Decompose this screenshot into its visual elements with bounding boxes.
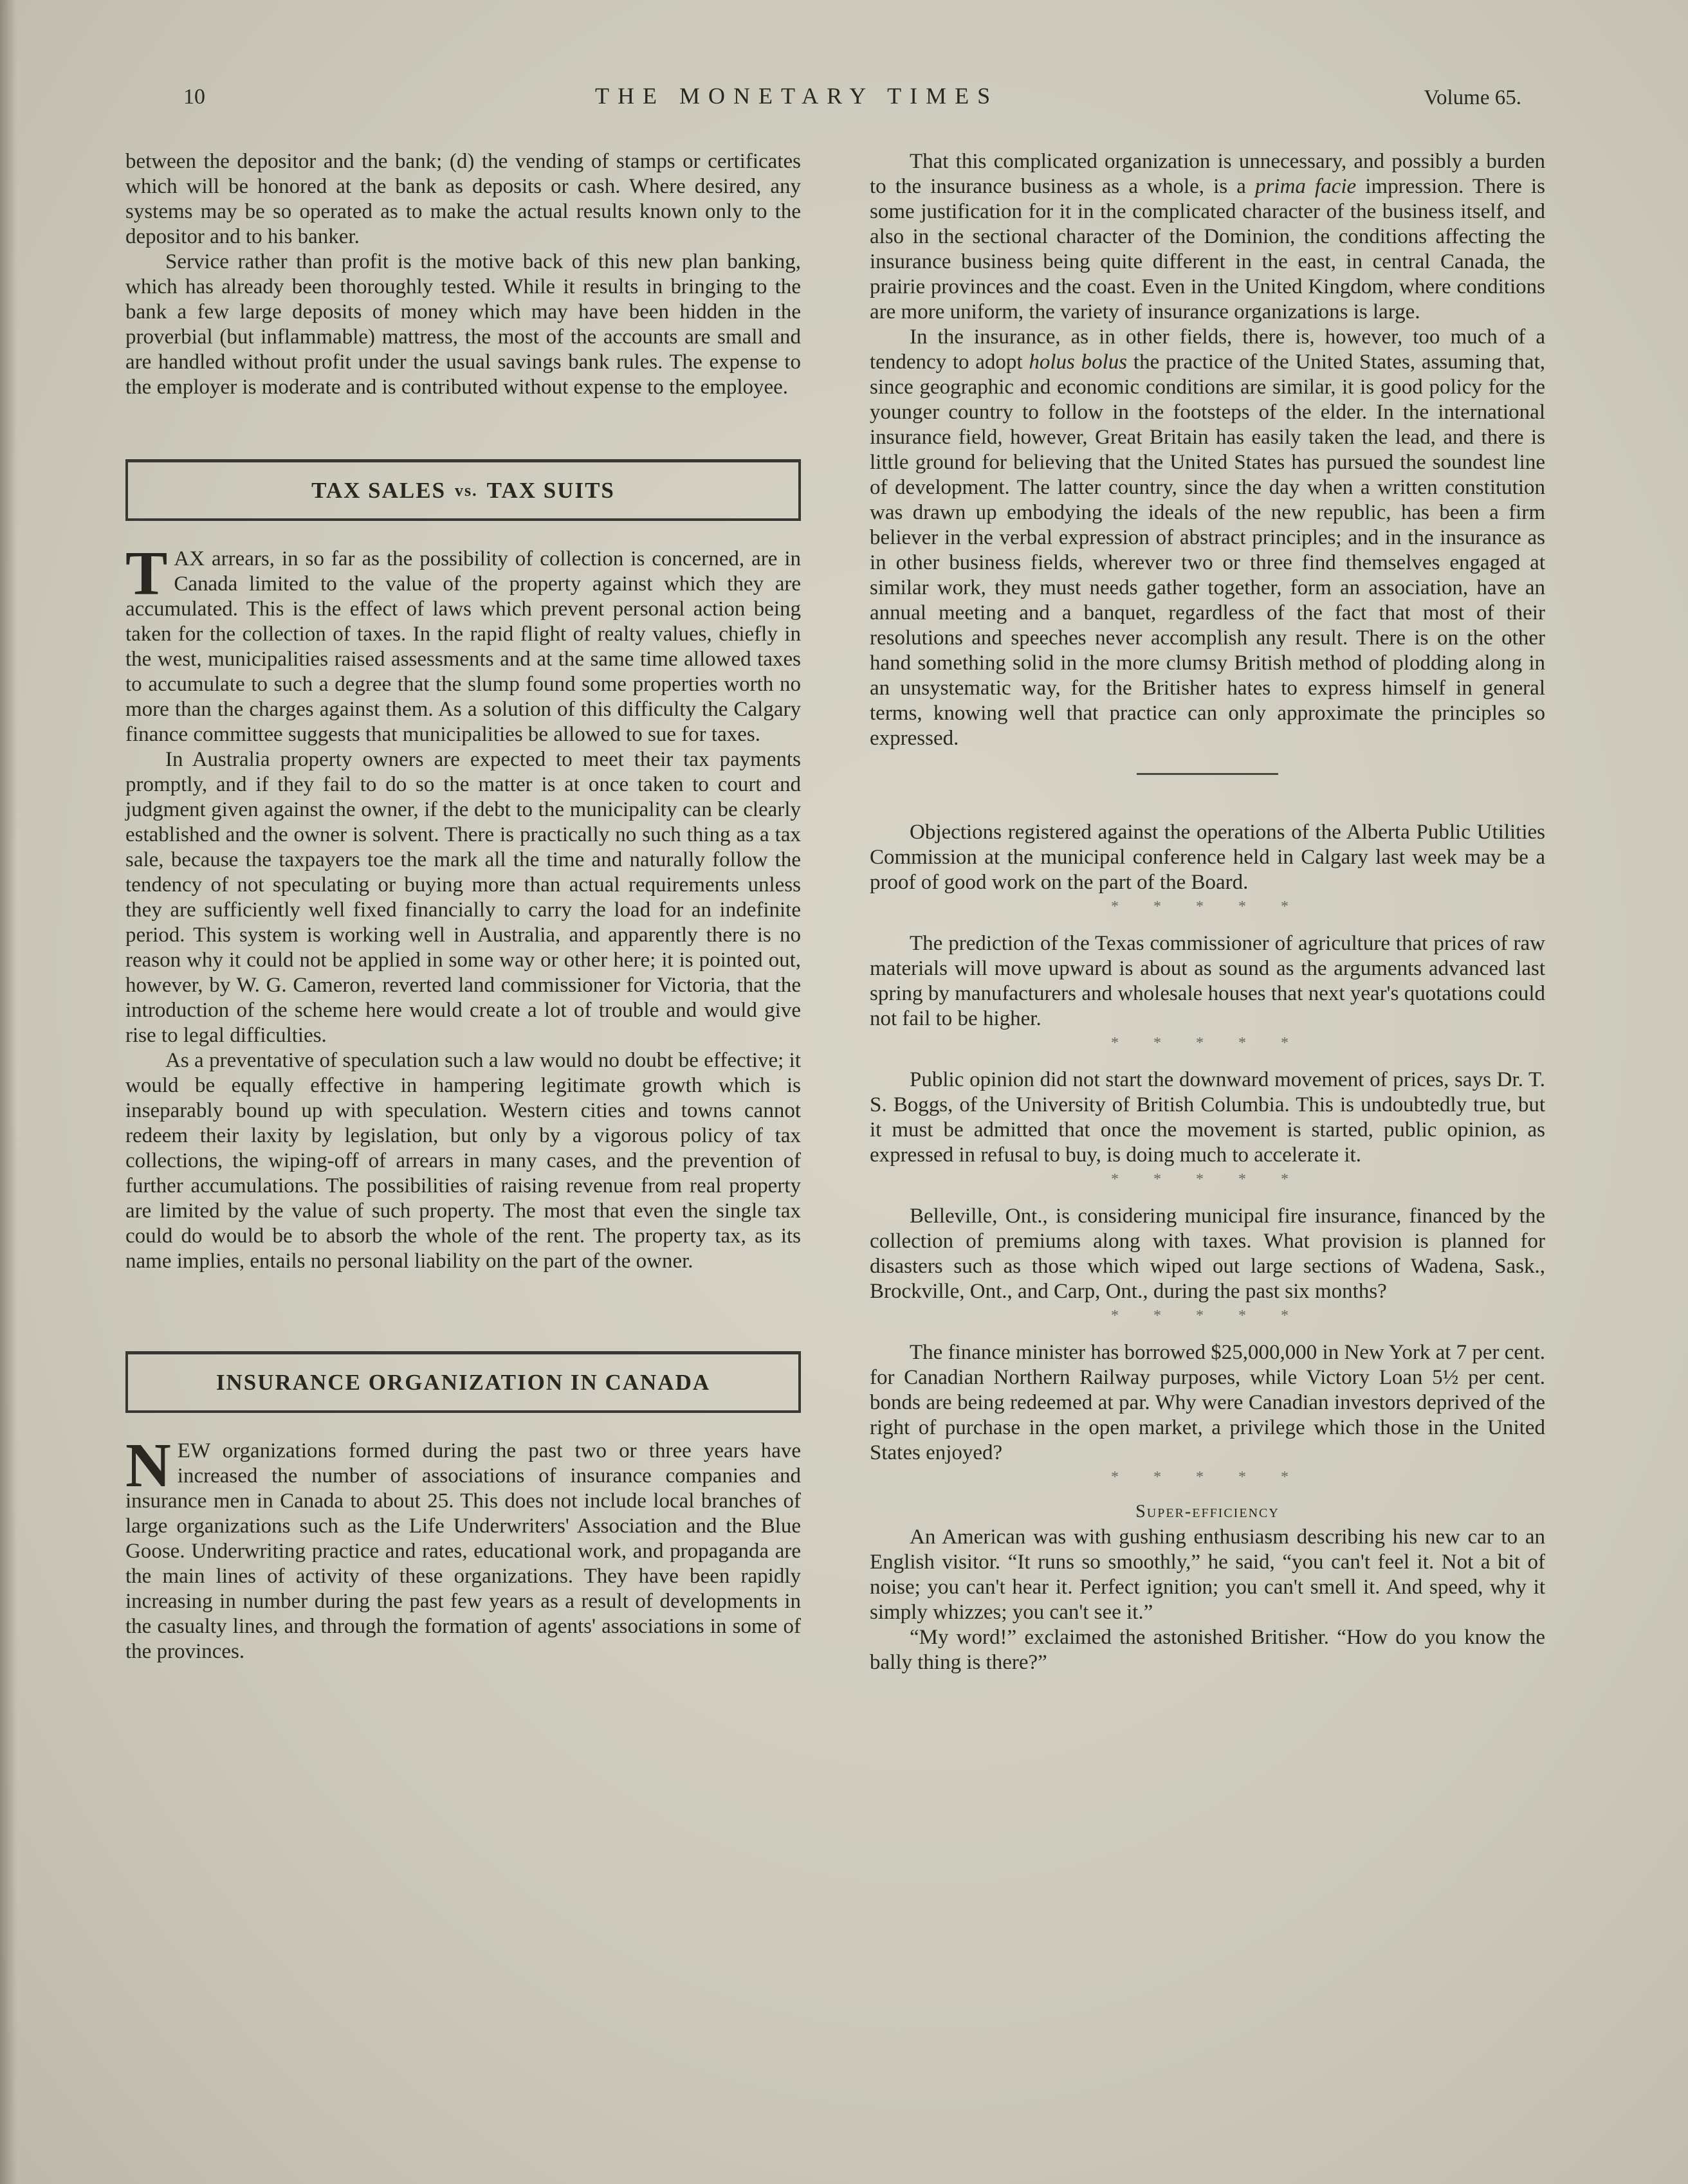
stars-separator: * * * * * [1111,1469,1304,1486]
editorial-note: The finance minister has borrowed $25,000,000 in New York at 7 per cent. for Canadian Northern Railway purposes, while Victory Loan 5½ per cent. bonds are being redeemed at par. Why were Canadian investors deprived of the right of purchase in the open market, a privilege which those in the United States enjoyed? [870,1341,1545,1464]
anecdote-heading: Super-efficiency [1135,1502,1280,1522]
masthead: THE MONETARY TIMES [595,83,999,109]
tax-paragraph: TAX arrears, in so far as the possibility of collection is concerned, are in Canada limited to the value of the property against which they are accumulated. This is the effect of laws which prevent personal action being taken for the collection of taxes. In the rapid flight of realty values, chiefly in the west, municipalities raised assessments and at the same time allowed taxes to accumulate to such a degree that the slump found some properties worth no more than the charges against them. As a solution of this difficulty the Calgary finance committee suggests that municipalities be allowed to sue for taxes. [125,539,801,746]
insurance-paragraph: NEW organizations formed during the past two or three years have increased the number of associations of insurance companies and insurance men in Canada to about 25. This does not include local branches of large organizations such as the Life Underwriters' Association and the Blue Goose. Underwriting practice and rates, educational work, and propaganda are the main lines of activity of these organizations. They have been rapidly increasing in number during the past few years as a result of developments in the casualty lines, and through the formation of agents' associations in some of the provinces. [125,1431,801,1663]
drop-cap: T [125,539,168,608]
editorial-note: The prediction of the Texas commissioner of agriculture that prices of raw materials will move upward is about as sound as the arguments advanced last spring by manufacturers and wholesale houses that next year's quotations could not fail to be higher. [870,932,1545,1030]
section-title-tax-sales: TAX SALES vs. TAX SUITS [125,459,801,521]
intro-paragraph: between the depositor and the bank; (d) the vending of stamps or certificates which will be honored at the bank as deposits or cash. Where desired, any systems may be so operated as to make the actual results known only to the depositor and to his banker. [125,150,801,248]
left-column [125,149,801,1664]
tax-paragraph: As a preventative of speculation such a law would no doubt be effective; it would be equally effective in hampering legitimate growth which is inseparably bound up with speculation. Western cities and towns cannot redeem their laxity by legislation, but only by a vigorous policy of tax collections, the wiping-off of arrears in many cases, and the prevention of further accumulations. The possibilities of raising revenue from real property are limited by the value of such property. The most that even the single tax could do would be to absorb the whole of the rent. The property tax, as its name implies, entails no personal liability on the part of the owner. [125,1049,801,1273]
right-column [870,149,1545,1675]
drop-cap: N [125,1431,171,1500]
page-header [183,82,1521,114]
insurance-paragraph: In the insurance, as in other fields, there is, however, too much of a tendency to adopt holus bolus the practice of the United States, assuming that, since geographic and economic conditions are similar, it is good policy for the younger country to follow in the footsteps of the elder. In the international insurance field, however, Great Britain has easily taken the lead, and there is little ground for believing that the United States has pursued the soundest line of development. The latter country, since the day when a written constitution was drawn up embodying the ideals of the new republic, has been a firm believer in the verbal expression of abstract principles; and in the insurance as in other business fields, wherever two or three find themselves engaged at similar work, they must needs gather together, form an association, have an annual meeting and a banquet, regardless of the fact that most of their resolutions and speeches never accomplish any result. There is on the other hand something solid in the more clumsy British method of plodding along in an unsystematic way, for the Britisher hates to express himself in general terms, knowing well that practice can only approximate the principles so expressed. [870,325,1545,750]
intro-paragraph: Service rather than profit is the motive back of this new plan banking, which has already been thoroughly tested. While it results in bringing to the bank a few large deposits of money which may have been hidden in the proverbial (but inflammable) mattress, the most of the accounts are small and are handled without profit under the usual savings bank rules. The expense to the employer is moderate and is contributed without expense to the employee. [125,250,801,399]
editorial-note: Belleville, Ont., is considering municipal fire insurance, financed by the collection of premiums along with taxes. What provision is planned for disasters such as those which wiped out large sections of Wadena, Sask., Brockville, Ont., and Carp, Ont., during the past six months? [870,1205,1545,1303]
anecdote-paragraph: An American was with gushing enthusiasm describing his new car to an English visitor. “It runs so smoothly,” he said, “you can't feel it. Not a bit of noise; you can't hear it. Perfect ignition; you can't smell it. And speed, why it simply whizzes; you can't see it.” [870,1525,1545,1624]
stars-separator: * * * * * [1111,898,1304,915]
insurance-paragraph: That this complicated organization is unnecessary, and possibly a burden to the insurance business as a whole, is a prima facie impression. There is some justification for it in the complicated character of the business itself, and also in the sectional character of the Dominion, the conditions affecting the insurance business being quite different in the east, in central Canada, the prairie provinces and the coast. Even in the United Kingdom, where conditions are more uniform, the variety of insurance organizations is large. [870,150,1545,323]
page-number: 10 [183,85,205,109]
stars-separator: * * * * * [1111,1307,1304,1324]
tax-paragraph: In Australia property owners are expected to meet their tax payments promptly, and if they fail to do so the matter is at once taken to court and judgment given against the owner, if the debt to the municipality can be clearly established and the owner is solvent. There is practically no such thing as a tax sale, because the taxpayers toe the mark all the time and naturally follow the tendency of not speculating or buying more than actual requirements unless they are sufficiently well fixed financially to carry the load for an indefinite period. This system is working well in Australia, and apparently there is no reason why it could not be applied in some way or other here; it is pointed out, however, by W. G. Cameron, reverted land commissioner for Victoria, that the introduction of the scheme here would create a lot of trouble and would give rise to legal difficulties. [125,748,801,1047]
section-title-insurance: INSURANCE ORGANIZATION IN CANADA [125,1351,801,1413]
anecdote-paragraph: “My word!” exclaimed the astonished Britisher. “How do you know the bally thing is there?” [870,1626,1545,1674]
editorial-note: Objections registered against the operations of the Alberta Public Utilities Commission at the municipal conference held in Calgary last week may be a proof of good work on the part of the Board. [870,821,1545,894]
stars-separator: * * * * * [1111,1035,1304,1051]
stars-separator: * * * * * [1111,1171,1304,1188]
volume-label: Volume 65. [1424,86,1521,109]
editorial-note: Public opinion did not start the downward movement of prices, says Dr. T. S. Boggs, of the University of British Columbia. This is undoubtedly true, but it must be admitted that once the movement is started, public opinion, as expressed in refusal to buy, is doing much to accelerate it. [870,1068,1545,1167]
